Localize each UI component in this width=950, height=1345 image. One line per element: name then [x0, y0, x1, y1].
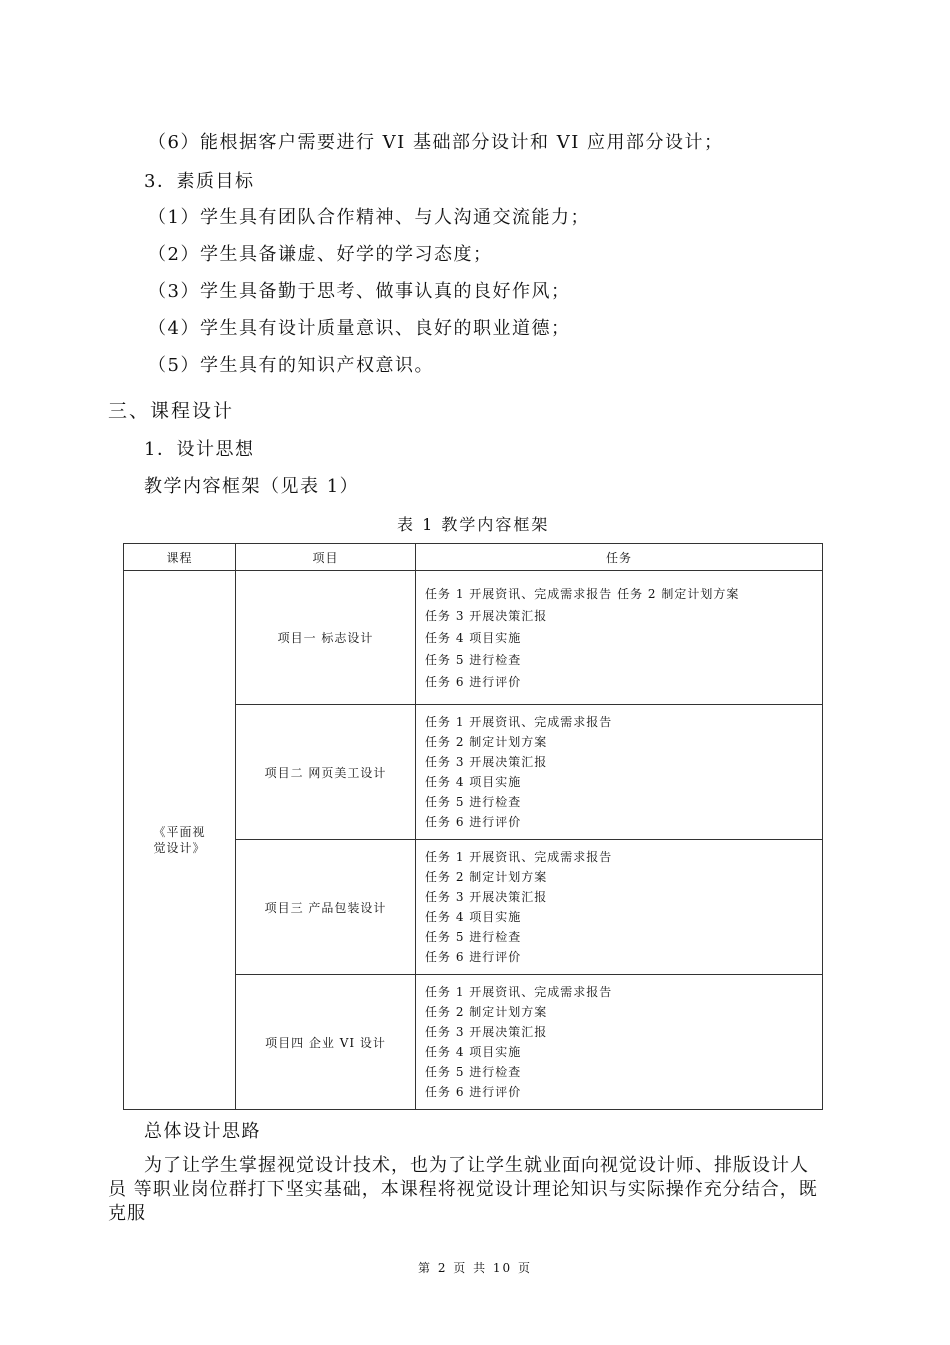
task-item: 任务 3 开展决策汇报 [425, 608, 548, 623]
subheading-design-idea: 1．设计思想 [144, 439, 255, 460]
task-item: 任务 6 进行评价 [425, 1085, 522, 1099]
objective-line-6: （6）能根据客户需要进行 VI 基础部分设计和 VI 应用部分设计； [148, 132, 724, 153]
project-cell: 项目二 网页美工设计 [236, 705, 416, 840]
project-cell: 项目一 标志设计 [236, 571, 416, 705]
quality-line-3: （3）学生具备勤于思考、做事认真的良好作风； [148, 281, 571, 302]
task-cell [416, 705, 823, 840]
overall-design-paragraph: 为了让学生掌握视觉设计技术，也为了让学生就业面向视觉设计师、排版设计人员 等职业岗位群打下坚实基础，本课程将视觉设计理论知识与实际操作充分结合，既克服 [108, 1155, 818, 1224]
course-name: 《平面视觉设计》 [153, 825, 206, 855]
task-item: 任务 5 进行检查 [425, 1065, 522, 1079]
task-item: 任务 2 制定计划方案 [425, 735, 548, 749]
header-task: 任务 [416, 544, 823, 571]
task-item: 任务 3 开展决策汇报 [425, 755, 548, 769]
task-item: 任务 4 项目实施 [425, 1045, 522, 1059]
task-cell [416, 571, 823, 705]
task-item: 任务 1 开展资讯、完成需求报告 [425, 715, 613, 729]
content-framework-intro: 教学内容框架（见表 1） [144, 476, 360, 497]
course-cell [124, 571, 236, 1110]
quality-line-1: （1）学生具有团队合作精神、与人沟通交流能力； [148, 207, 590, 228]
table-header-row [124, 544, 823, 571]
page-footer: 第 2 页 共 10 页 [418, 1261, 532, 1275]
task-cell [416, 840, 823, 975]
task-item: 任务 2 制定计划方案 [425, 870, 548, 884]
task-cell [416, 975, 823, 1110]
header-course: 课程 [124, 544, 236, 571]
task-item: 任务 6 进行评价 [425, 815, 522, 829]
task-item: 任务 1 开展资讯、完成需求报告 [425, 850, 613, 864]
quality-line-2: （2）学生具备谦虚、好学的学习态度； [148, 244, 493, 265]
overall-design-heading: 总体设计思路 [144, 1121, 261, 1142]
task-item: 任务 2 制定计划方案 [425, 1005, 548, 1019]
task-item: 任务 5 进行检查 [425, 930, 522, 944]
section-quality-goals: 3．素质目标 [144, 171, 255, 192]
quality-line-5: （5）学生具有的知识产权意识。 [148, 355, 434, 376]
task-item: 任务 3 开展决策汇报 [425, 890, 548, 904]
task-item: 任务 6 进行评价 [425, 674, 522, 689]
task-item: 任务 4 项目实施 [425, 910, 522, 924]
task-item: 任务 1 开展资讯、完成需求报告 [425, 985, 613, 999]
content-framework-table [123, 543, 823, 1110]
project-cell: 项目三 产品包装设计 [236, 840, 416, 975]
task-item: 任务 6 进行评价 [425, 950, 522, 964]
project-cell: 项目四 企业 VI 设计 [236, 975, 416, 1110]
quality-line-4: （4）学生具有设计质量意识、良好的职业道德； [148, 318, 571, 339]
task-item: 任务 5 进行检查 [425, 652, 522, 667]
table-row [124, 571, 823, 705]
task-item: 任务 3 开展决策汇报 [425, 1025, 548, 1039]
section-heading-course-design: 三、课程设计 [108, 400, 235, 422]
task-item: 任务 1 开展资讯、完成需求报告 任务 2 制定计划方案 [425, 586, 740, 601]
header-project: 项目 [236, 544, 416, 571]
task-item: 任务 5 进行检查 [425, 795, 522, 809]
task-item: 任务 4 项目实施 [425, 630, 522, 645]
task-item: 任务 4 项目实施 [425, 775, 522, 789]
table-caption: 表 1 教学内容框架 [397, 515, 550, 534]
